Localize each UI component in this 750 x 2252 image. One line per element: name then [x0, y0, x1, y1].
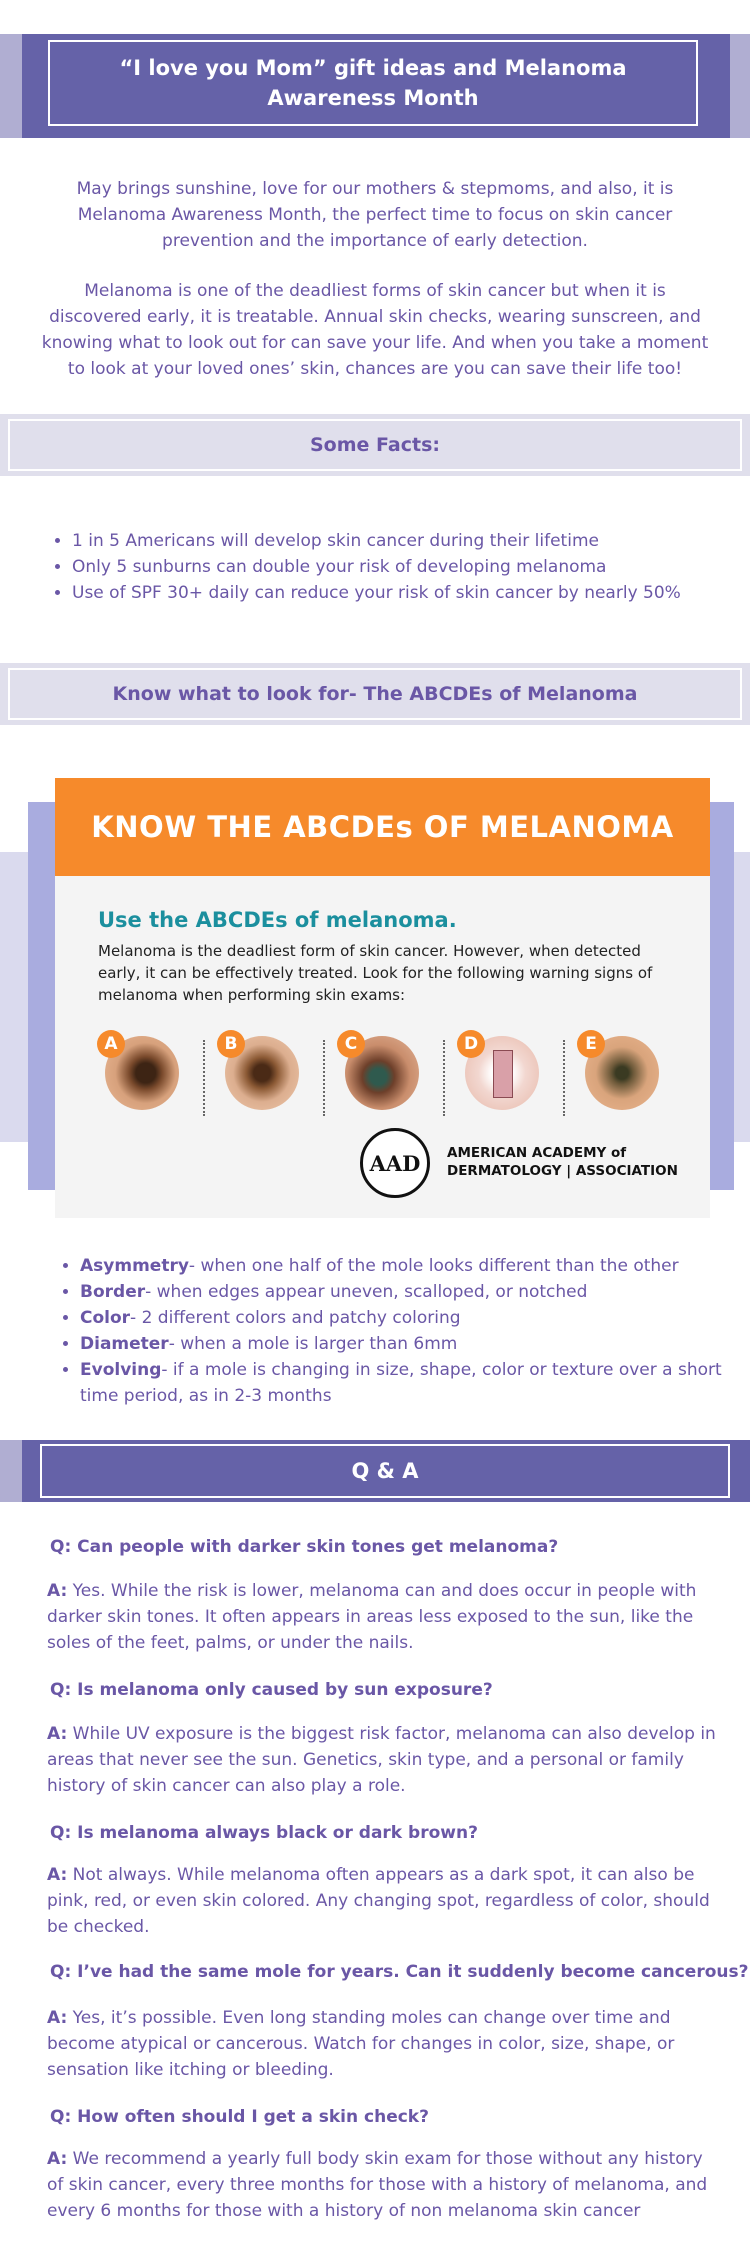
answer-prefix: A:: [47, 1724, 68, 1744]
abcde-description: - if a mole is changing in size, shape, color or texture over a short time period, as in 2-3 months: [80, 1360, 722, 1406]
page-title: “I love you Mom” gift ideas and Melanoma Awareness Month: [119, 56, 627, 110]
facts-list: [50, 528, 730, 606]
answer-prefix: A:: [47, 2149, 68, 2169]
header-banner: [22, 34, 730, 138]
abcde-item: [80, 1305, 730, 1331]
intro-paragraph-2: Melanoma is one of the deadliest forms of skin cancer but when it is discovered early, it is treatable. Annual skin checks, wearing sunscreen, and knowing what to look out for can save your life. And when you take a moment to look at your loved ones’ skin, chances are you can save their life too!: [41, 281, 709, 379]
abcde-item: [80, 1331, 730, 1357]
answer-text: While UV exposure is the biggest risk factor, melanoma can also develop in areas that never see the sun. Genetics, skin type, and a personal or family history of skin cancer can also play a role.: [47, 1724, 716, 1796]
aad-seal-logo: [360, 1128, 430, 1198]
abcde-term: Evolving: [80, 1360, 162, 1380]
divider-dots: [323, 1040, 325, 1116]
letter-d-badge: D: [457, 1030, 485, 1058]
abcde-term: Asymmetry: [80, 1256, 189, 1276]
facts-list-container: [50, 528, 730, 606]
aad-logo-text: AAD: [369, 1150, 421, 1176]
abcde-term: Diameter: [80, 1334, 169, 1354]
abcde-term: Color: [80, 1308, 131, 1328]
facts-title: Some Facts:: [310, 434, 440, 456]
infographic-description: Melanoma is the deadliest form of skin cancer. However, when detected early, it can be effectively treated. Look for the following warning signs of melanoma when performing skin exams:: [98, 942, 653, 1004]
abcde-infographic: [55, 778, 710, 1218]
answer-text: Not always. While melanoma often appears as a dark spot, it can also be pink, red, or even skin colored. Any changing spot, regardless of color, should be checked.: [47, 1865, 710, 1937]
question-4: Q: I’ve had the same mole for years. Can it suddenly become cancerous?: [50, 1962, 749, 1982]
divider-dots: [563, 1040, 565, 1116]
question-2: Q: Is melanoma only caused by sun exposure?: [50, 1680, 493, 1700]
infographic-header: [55, 778, 710, 876]
letter-e-badge: E: [577, 1030, 605, 1058]
abcde-description: - 2 different colors and patchy coloring: [130, 1308, 461, 1328]
abcde-item: [80, 1253, 730, 1279]
abcde-list: [58, 1253, 730, 1409]
aad-organization-name: [447, 1144, 678, 1180]
fact-item: • Only 5 sunburns can double your risk of developing melanoma: [72, 554, 730, 580]
letter-c-badge: C: [337, 1030, 365, 1058]
facts-section-bar: [0, 414, 750, 476]
fact-item: • Use of SPF 30+ daily can reduce your risk of skin cancer by nearly 50%: [72, 580, 730, 606]
abcde-section-title: Know what to look for- The ABCDEs of Melanoma: [112, 683, 638, 705]
aad-org-line-2: DERMATOLOGY | ASSOCIATION: [447, 1163, 678, 1179]
infographic-subheading: Use the ABCDEs of melanoma.: [98, 908, 457, 932]
answer-2: [47, 1721, 717, 1799]
qa-title: Q & A: [351, 1459, 419, 1483]
answer-1: [47, 1578, 717, 1656]
qa-banner-frame: [40, 1444, 730, 1498]
abcde-term: Border: [80, 1282, 146, 1302]
answer-prefix: A:: [47, 2008, 68, 2028]
abcde-section-frame: [8, 668, 742, 720]
facts-section-frame: [8, 419, 742, 471]
divider-dots: [443, 1040, 445, 1116]
infographic-heading: KNOW THE ABCDEs OF MELANOMA: [91, 810, 674, 844]
abcde-item: [80, 1279, 730, 1305]
aad-org-line-1: AMERICAN ACADEMY of: [447, 1145, 627, 1161]
abcde-section-bar: [0, 663, 750, 725]
answer-prefix: A:: [47, 1865, 68, 1885]
intro-paragraph-1: May brings sunshine, love for our mothers & stepmoms, and also, it is Melanoma Awareness Month, the perfect time to focus on skin cancer prevention and the importance of early detection.: [76, 179, 674, 251]
letter-a-badge: A: [97, 1030, 125, 1058]
answer-prefix: A:: [47, 1581, 68, 1601]
header-banner-frame: [48, 40, 698, 126]
letter-b-badge: B: [217, 1030, 245, 1058]
abcde-description: - when edges appear uneven, scalloped, or notched: [145, 1282, 588, 1302]
answer-5: [47, 2146, 717, 2224]
question-1: Q: Can people with darker skin tones get melanoma?: [50, 1537, 559, 1557]
qa-banner: [22, 1440, 750, 1502]
question-3: Q: Is melanoma always black or dark brown?: [50, 1823, 478, 1843]
divider-dots: [203, 1040, 205, 1116]
pencil-eraser-icon: [493, 1050, 513, 1098]
fact-item: • 1 in 5 Americans will develop skin cancer during their lifetime: [72, 528, 730, 554]
answer-text: We recommend a yearly full body skin exam for those without any history of skin cancer, every three months for those with a history of melanoma, and every 6 months for those with a history of non melanoma skin cancer: [47, 2149, 708, 2221]
answer-text: Yes. While the risk is lower, melanoma can and does occur in people with darker skin tones. It often appears in areas less exposed to the sun, like the soles of the feet, palms, or under the nails.: [47, 1581, 697, 1653]
abcde-description: - when one half of the mole looks different than the other: [188, 1256, 679, 1276]
abcde-item: [80, 1357, 730, 1409]
answer-3: [47, 1862, 717, 1940]
answer-text: Yes, it’s possible. Even long standing moles can change over time and become atypical or cancerous. Watch for changes in color, size, shape, or sensation like itching or bleeding.: [47, 2008, 675, 2080]
question-5: Q: How often should I get a skin check?: [50, 2107, 429, 2127]
answer-4: [47, 2005, 717, 2083]
abcde-list-container: [58, 1253, 730, 1409]
abcde-description: - when a mole is larger than 6mm: [168, 1334, 458, 1354]
